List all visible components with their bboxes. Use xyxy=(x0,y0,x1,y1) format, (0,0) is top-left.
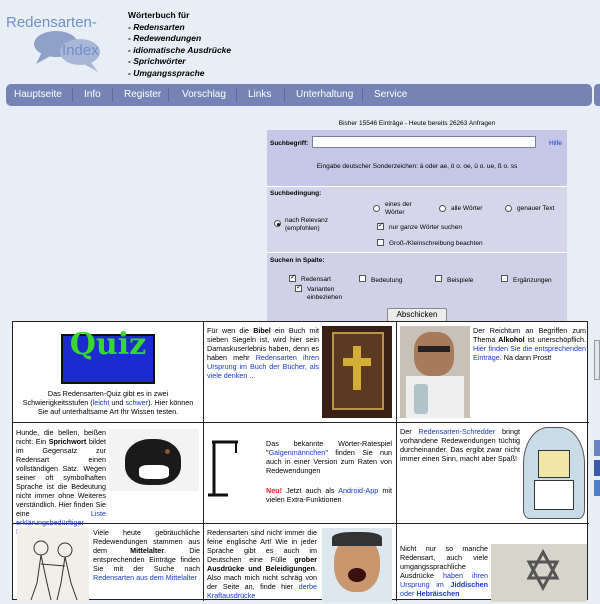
bibel-text-1: Für wen die xyxy=(207,326,254,335)
jiddisch-text-1: Nicht nur so manche Redensart, auch viele umgangssprachliche Ausdrücke xyxy=(400,544,488,580)
nav-hauptseite[interactable]: Hauptseite xyxy=(14,89,62,100)
search-columns-section xyxy=(267,252,567,326)
schredder-cell xyxy=(397,423,589,524)
kraftausdruecke-link[interactable]: derbe Kraftausdrücke xyxy=(207,582,317,600)
nav-register[interactable]: Register xyxy=(124,89,162,100)
nav-vorschlag[interactable]: Vorschlag xyxy=(182,89,226,100)
schredder-link[interactable]: Redensarten-Schredder xyxy=(418,427,496,436)
main-nav xyxy=(6,84,592,106)
all-words-label: alle Wörter xyxy=(451,205,483,212)
nav-service[interactable]: Service xyxy=(374,89,408,100)
redensart-checkbox[interactable] xyxy=(289,275,296,282)
one-word-label: eines der Wörter xyxy=(385,201,412,216)
nav-separator xyxy=(72,88,73,102)
side-widget[interactable] xyxy=(594,340,600,380)
star-of-david-icon xyxy=(491,544,587,602)
kraftausdruecke-text xyxy=(207,528,317,600)
schredder-text-1: Der xyxy=(400,427,419,436)
search-stats: Bisher 15546 Einträge - Heute bereits 26263 Anfragen xyxy=(338,120,496,127)
jiddisch-text xyxy=(400,544,488,598)
gallows-icon[interactable] xyxy=(208,437,248,497)
nav-info[interactable]: Info xyxy=(84,89,101,100)
help-link[interactable]: Hilfe xyxy=(549,140,563,147)
redensart-label: Redensart xyxy=(301,276,331,283)
shouting-man-image[interactable] xyxy=(322,528,392,602)
hund-cell xyxy=(13,423,204,527)
nav-edge xyxy=(594,84,600,106)
kraftausdruecke-text-1: Redensarten sind nicht immer die feine englische Art! Wie in jeder Sprache gibt es auch im Deutschen eine Fülle xyxy=(207,528,317,564)
jiddisch-link-or[interactable]: oder xyxy=(400,589,417,598)
schredder-text-2: bringt vorhandene Redewendungen tüchtig durcheinander. Das ergibt zwar nicht immer einen Sinn, macht aber Spaß! xyxy=(400,427,520,463)
side-tab[interactable] xyxy=(594,460,600,476)
feature-grid xyxy=(12,321,588,600)
bibel-link[interactable]: Redensarten ihren Ursprung im Buch der Bücher, als viele denken ... xyxy=(207,353,320,380)
case-label: Groß-/Kleinschreibung beachten xyxy=(389,240,483,247)
alkohol-bold: Alkohol xyxy=(498,335,525,344)
bedeutung-label: Bedeutung xyxy=(371,277,403,284)
hund-text-2: bildet im Gegensatz zur Redensart einen vollständigen Satz. Wegen seiner oft symbolhaften Sprache ist die Bedeutung nicht immer ohne Weiteres verständlich. Hier finden Sie eine xyxy=(16,437,106,518)
relevance-label: nach Relevanz (empfohlen) xyxy=(285,217,328,232)
logo-text-2: Index xyxy=(62,42,99,59)
ergaenzungen-label: Ergänzungen xyxy=(513,277,552,284)
star-of-david-image[interactable] xyxy=(491,544,587,602)
drinking-man-image[interactable] xyxy=(400,326,470,418)
relevance-radio[interactable] xyxy=(274,220,281,227)
nav-unterhaltung[interactable]: Unterhaltung xyxy=(296,89,354,100)
side-tab[interactable] xyxy=(594,440,600,456)
hund-link[interactable]: Liste erklärungsbedürftiger xyxy=(16,509,106,527)
bibel-bold: Bibel xyxy=(253,326,271,335)
nav-separator xyxy=(236,88,237,102)
alkohol-text xyxy=(473,326,586,362)
variants-label: Varianten einbeziehen xyxy=(307,286,343,301)
exact-radio[interactable] xyxy=(505,205,512,212)
android-app-link[interactable]: Android-App xyxy=(338,486,379,495)
columns-title: Suchen in Spalte: xyxy=(270,257,325,264)
nav-separator xyxy=(112,88,113,102)
jiddisch-link[interactable]: haben ihren Ursprung im xyxy=(400,571,488,589)
jiddisch-link-bold[interactable]: Jiddischen xyxy=(450,580,488,589)
nav-separator xyxy=(284,88,285,102)
search-label: Suchbegriff: xyxy=(270,140,309,147)
ergaenzungen-checkbox[interactable] xyxy=(501,275,508,282)
galgen-text-1: Das bekannte Wörter-Ratespiel " xyxy=(266,439,392,457)
mittelalter-link[interactable]: Redensarten aus dem Mittelalter xyxy=(93,573,197,582)
kraftausdruecke-bold: grober Ausdrücke und Beleidigungen xyxy=(207,555,317,573)
exact-label: genauer Text xyxy=(517,205,555,212)
quiz-schwer-link[interactable]: schwer xyxy=(125,398,149,407)
nav-links[interactable]: Links xyxy=(248,89,272,100)
galgen-text-2: " finden Sie nun auch in einer Version zum Raten von Redewendungen xyxy=(266,448,392,475)
beispiele-checkbox[interactable] xyxy=(435,275,442,282)
jiddisch-cell xyxy=(397,524,589,601)
one-word-radio[interactable] xyxy=(373,205,380,212)
alkohol-text-2: ist unerschöpflich. xyxy=(524,335,586,344)
quiz-cell xyxy=(13,322,204,423)
schredder-text xyxy=(400,427,520,463)
header-item: - idiomatische Ausdrücke xyxy=(128,44,232,55)
medieval-image[interactable] xyxy=(17,528,89,602)
hund-bold: Sprichwort xyxy=(48,437,87,446)
kraftausdruecke-cell xyxy=(204,524,397,601)
mittelalter-text-1: Viele heute gebräuchliche Redewendungen stammen aus dem xyxy=(93,528,200,555)
bedeutung-checkbox[interactable] xyxy=(359,275,366,282)
new-badge: Neu! xyxy=(266,486,282,495)
alkohol-text-3: . Na dann Prost! xyxy=(499,353,552,362)
header-item: - Redewendungen xyxy=(128,33,202,43)
bible-image[interactable] xyxy=(322,326,392,418)
header-item: - Redensarten xyxy=(128,21,185,32)
search-condition-section xyxy=(267,186,567,252)
galgen-cell xyxy=(204,423,397,524)
mittelalter-text xyxy=(93,528,200,582)
kraftausdruecke-text-2: . Also mach mich nicht schräg von der Seite an, finde hier xyxy=(207,564,317,591)
submit-button[interactable]: Abschicken xyxy=(387,308,447,322)
alkohol-text-1: Der Reichtum an Begriffen zum Thema xyxy=(473,326,586,344)
mittelalter-text-2: . Die entsprechenden Einträge finden Sie mit der Suche nach xyxy=(93,546,200,573)
header-title: Wörterbuch für xyxy=(128,10,190,20)
quiz-text-2: ). Hier können Sie auf unterhaltsame Art Ihr Wissen testen. xyxy=(37,398,194,416)
bibel-text-2: ein Buch mit sieben Siegeln ist, wird hier sein Damaskuserlebnis haben, denn es haben mehr xyxy=(207,326,319,362)
quiz-text-und: und xyxy=(109,398,126,407)
galgen-text xyxy=(266,439,392,475)
search-hint: Eingabe deutscher Sonderzeichen: ä oder ae, ö o. oe, ü o. ue, ß o. ss xyxy=(316,163,518,170)
android-text-1: Jetzt auch als xyxy=(281,486,339,495)
shredder-image[interactable] xyxy=(523,427,585,519)
condition-title: Suchbedingung: xyxy=(270,190,322,197)
mittelalter-bold: Mittelalter xyxy=(130,546,165,555)
quiz-text-1: Das Redensarten-Quiz gibt es in zwei Schwierigkeitsstufen ( xyxy=(22,389,169,407)
android-text-2: mit vielen Extra-Funktionen xyxy=(266,486,392,504)
side-tab[interactable] xyxy=(594,480,600,496)
logo-text-1: Redensarten- xyxy=(6,14,97,31)
bibel-text xyxy=(207,326,319,380)
header-item: - Sprichwörter xyxy=(128,56,186,66)
hund-text xyxy=(16,428,106,536)
alkohol-cell xyxy=(397,322,589,423)
header-description xyxy=(128,10,231,79)
android-text xyxy=(266,486,392,504)
bibel-cell xyxy=(204,322,397,423)
hund-text-1: Hunde, die bellen, beißen nicht: Ein xyxy=(16,428,106,446)
galgen-link[interactable]: Galgenmännchen xyxy=(268,448,326,457)
whole-words-label: nur ganze Wörter suchen xyxy=(389,224,462,231)
alkohol-link[interactable]: Hier finden Sie die entsprechenden Einträge xyxy=(473,344,586,362)
header-item: - Umgangssprache xyxy=(128,67,205,78)
beispiele-label: Beispiele xyxy=(447,277,474,284)
quiz-leicht-link[interactable]: leicht xyxy=(92,398,110,407)
case-checkbox[interactable] xyxy=(377,239,384,246)
nav-separator xyxy=(168,88,169,102)
quiz-text xyxy=(17,389,199,416)
whole-words-checkbox[interactable] xyxy=(377,223,384,230)
search-panel xyxy=(267,116,567,326)
hebraeisch-link-bold[interactable]: Hebräischen xyxy=(416,589,460,598)
variants-checkbox[interactable] xyxy=(295,285,302,292)
search-term-section xyxy=(267,130,567,186)
dog-image[interactable] xyxy=(109,429,199,491)
mittelalter-cell xyxy=(13,524,204,601)
quiz-logo[interactable] xyxy=(61,327,155,384)
quiz-logo-text: Quiz xyxy=(69,327,147,362)
site-logo[interactable] xyxy=(6,10,118,72)
nav-separator xyxy=(362,88,363,102)
all-words-radio[interactable] xyxy=(439,205,446,212)
search-input[interactable] xyxy=(312,136,536,148)
